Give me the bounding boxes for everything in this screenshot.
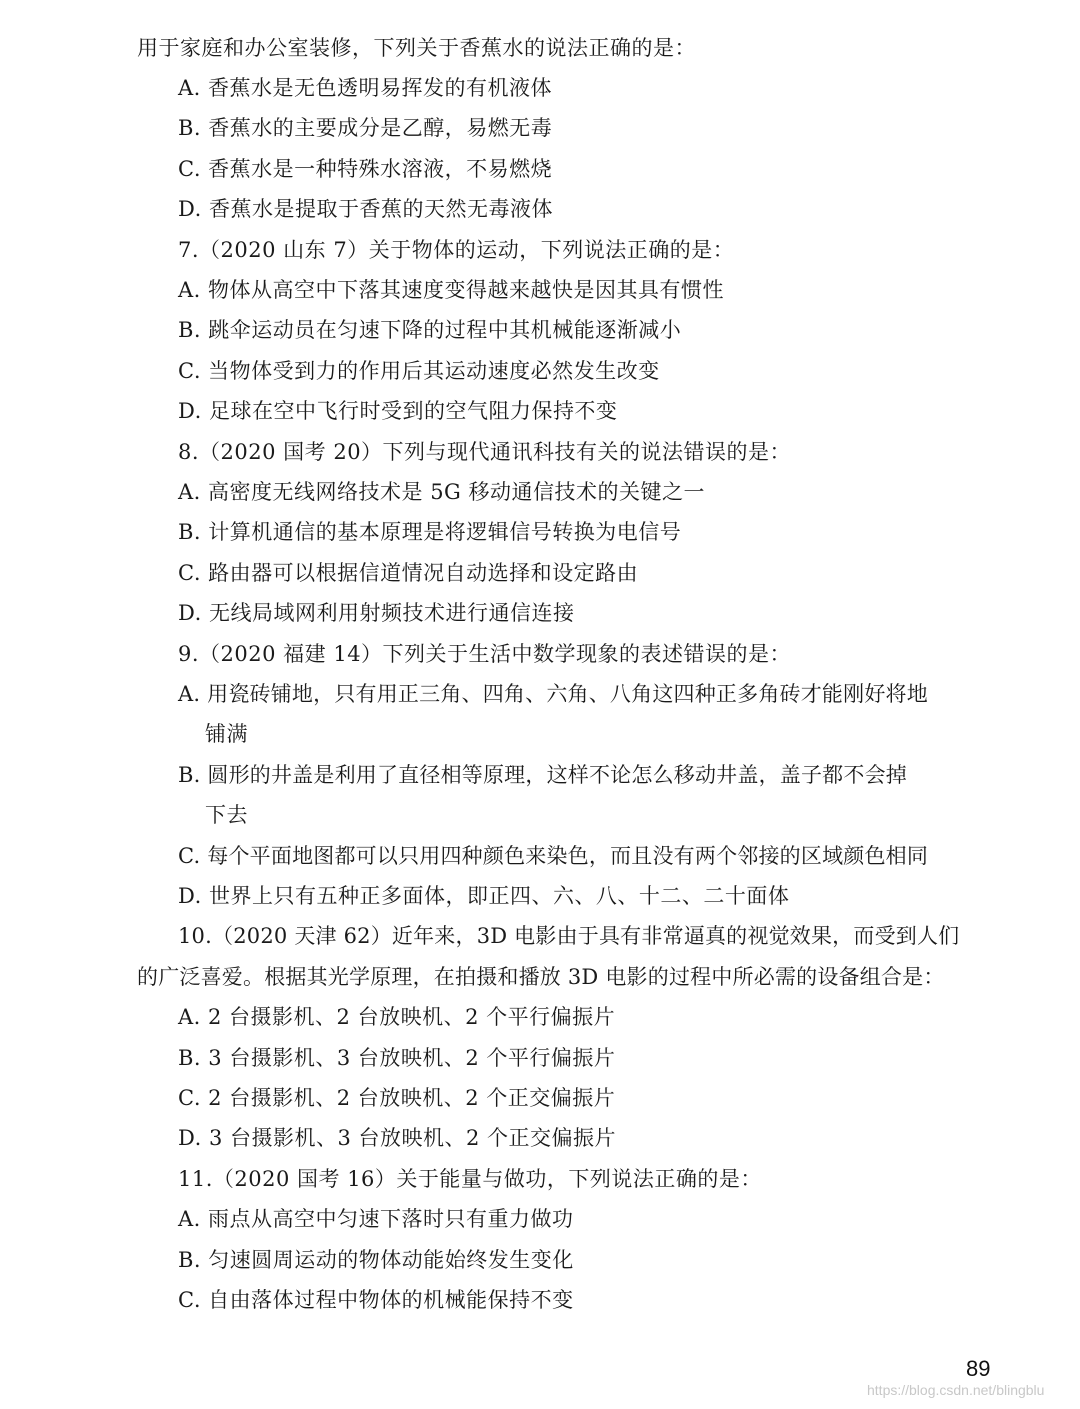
text-line: B. 香蕉水的主要成分是乙醇，易燃无毒 [178,116,553,140]
text-line: D. 世界上只有五种正多面体，即正四、六、八、十二、二十面体 [178,884,790,908]
text-line: C. 路由器可以根据信道情况自动选择和设定路由 [178,561,639,585]
text-line: A. 香蕉水是无色透明易挥发的有机液体 [178,76,553,100]
text-line: 8.（2020 国考 20）下列与现代通讯科技有关的说法错误的是： [178,440,792,464]
text-line: C. 每个平面地图都可以只用四种颜色来染色，而且没有两个邻接的区域颜色相同 [178,844,929,868]
text-line: 11.（2020 国考 16）关于能量与做功，下列说法正确的是： [178,1167,762,1191]
text-line: B. 圆形的井盖是利用了直径相等原理，这样不论怎么移动井盖，盖子都不会掉 [178,763,907,787]
text-line: D. 3 台摄影机、3 台放映机、2 个正交偏振片 [178,1126,617,1150]
text-line: C. 当物体受到力的作用后其运动速度必然发生改变 [178,359,660,383]
text-line: C. 自由落体过程中物体的机械能保持不变 [178,1288,574,1312]
text-line: C. 2 台摄影机、2 台放映机、2 个正交偏振片 [178,1086,616,1110]
text-line: 的广泛喜爱。根据其光学原理，在拍摄和播放 3D 电影的过程中所必需的设备组合是： [137,965,945,989]
text-line: C. 香蕉水是一种特殊水溶液，不易燃烧 [178,157,553,181]
text-line: D. 香蕉水是提取于香蕉的天然无毒液体 [178,197,553,221]
text-line: 9.（2020 福建 14）下列关于生活中数学现象的表述错误的是： [178,642,792,666]
text-line: 10.（2020 天津 62）近年来，3D 电影由于具有非常逼真的视觉效果，而受到人们 [178,924,960,948]
text-line: D. 无线局域网利用射频技术进行通信连接 [178,601,575,625]
text-line: B. 计算机通信的基本原理是将逻辑信号转换为电信号 [178,520,682,544]
page-number: 89 [966,1356,991,1381]
text-line: A. 2 台摄影机、2 台放映机、2 个平行偏振片 [178,1005,616,1029]
text-line: A. 用瓷砖铺地，只有用正三角、四角、六角、八角这四种正多角砖才能刚好将地 [178,682,928,706]
text-line: 用于家庭和办公室装修，下列关于香蕉水的说法正确的是： [137,36,696,60]
text-line: 铺满 [205,722,248,746]
text-line: A. 雨点从高空中匀速下落时只有重力做功 [178,1207,574,1231]
text-line: 7.（2020 山东 7）关于物体的运动，下列说法正确的是： [178,238,735,262]
text-line: A. 高密度无线网络技术是 5G 移动通信技术的关键之一 [178,480,706,504]
text-line: 下去 [205,803,248,827]
text-line: B. 3 台摄影机、3 台放映机、2 个平行偏振片 [178,1046,616,1070]
text-line: D. 足球在空中飞行时受到的空气阻力保持不变 [178,399,618,423]
text-line: B. 匀速圆周运动的物体动能始终发生变化 [178,1248,574,1272]
watermark: https://blog.csdn.net/blingblu [867,1382,1045,1398]
text-line: A. 物体从高空中下落其速度变得越来越快是因其具有惯性 [178,278,725,302]
text-line: B. 跳伞运动员在匀速下降的过程中其机械能逐渐减小 [178,318,682,342]
